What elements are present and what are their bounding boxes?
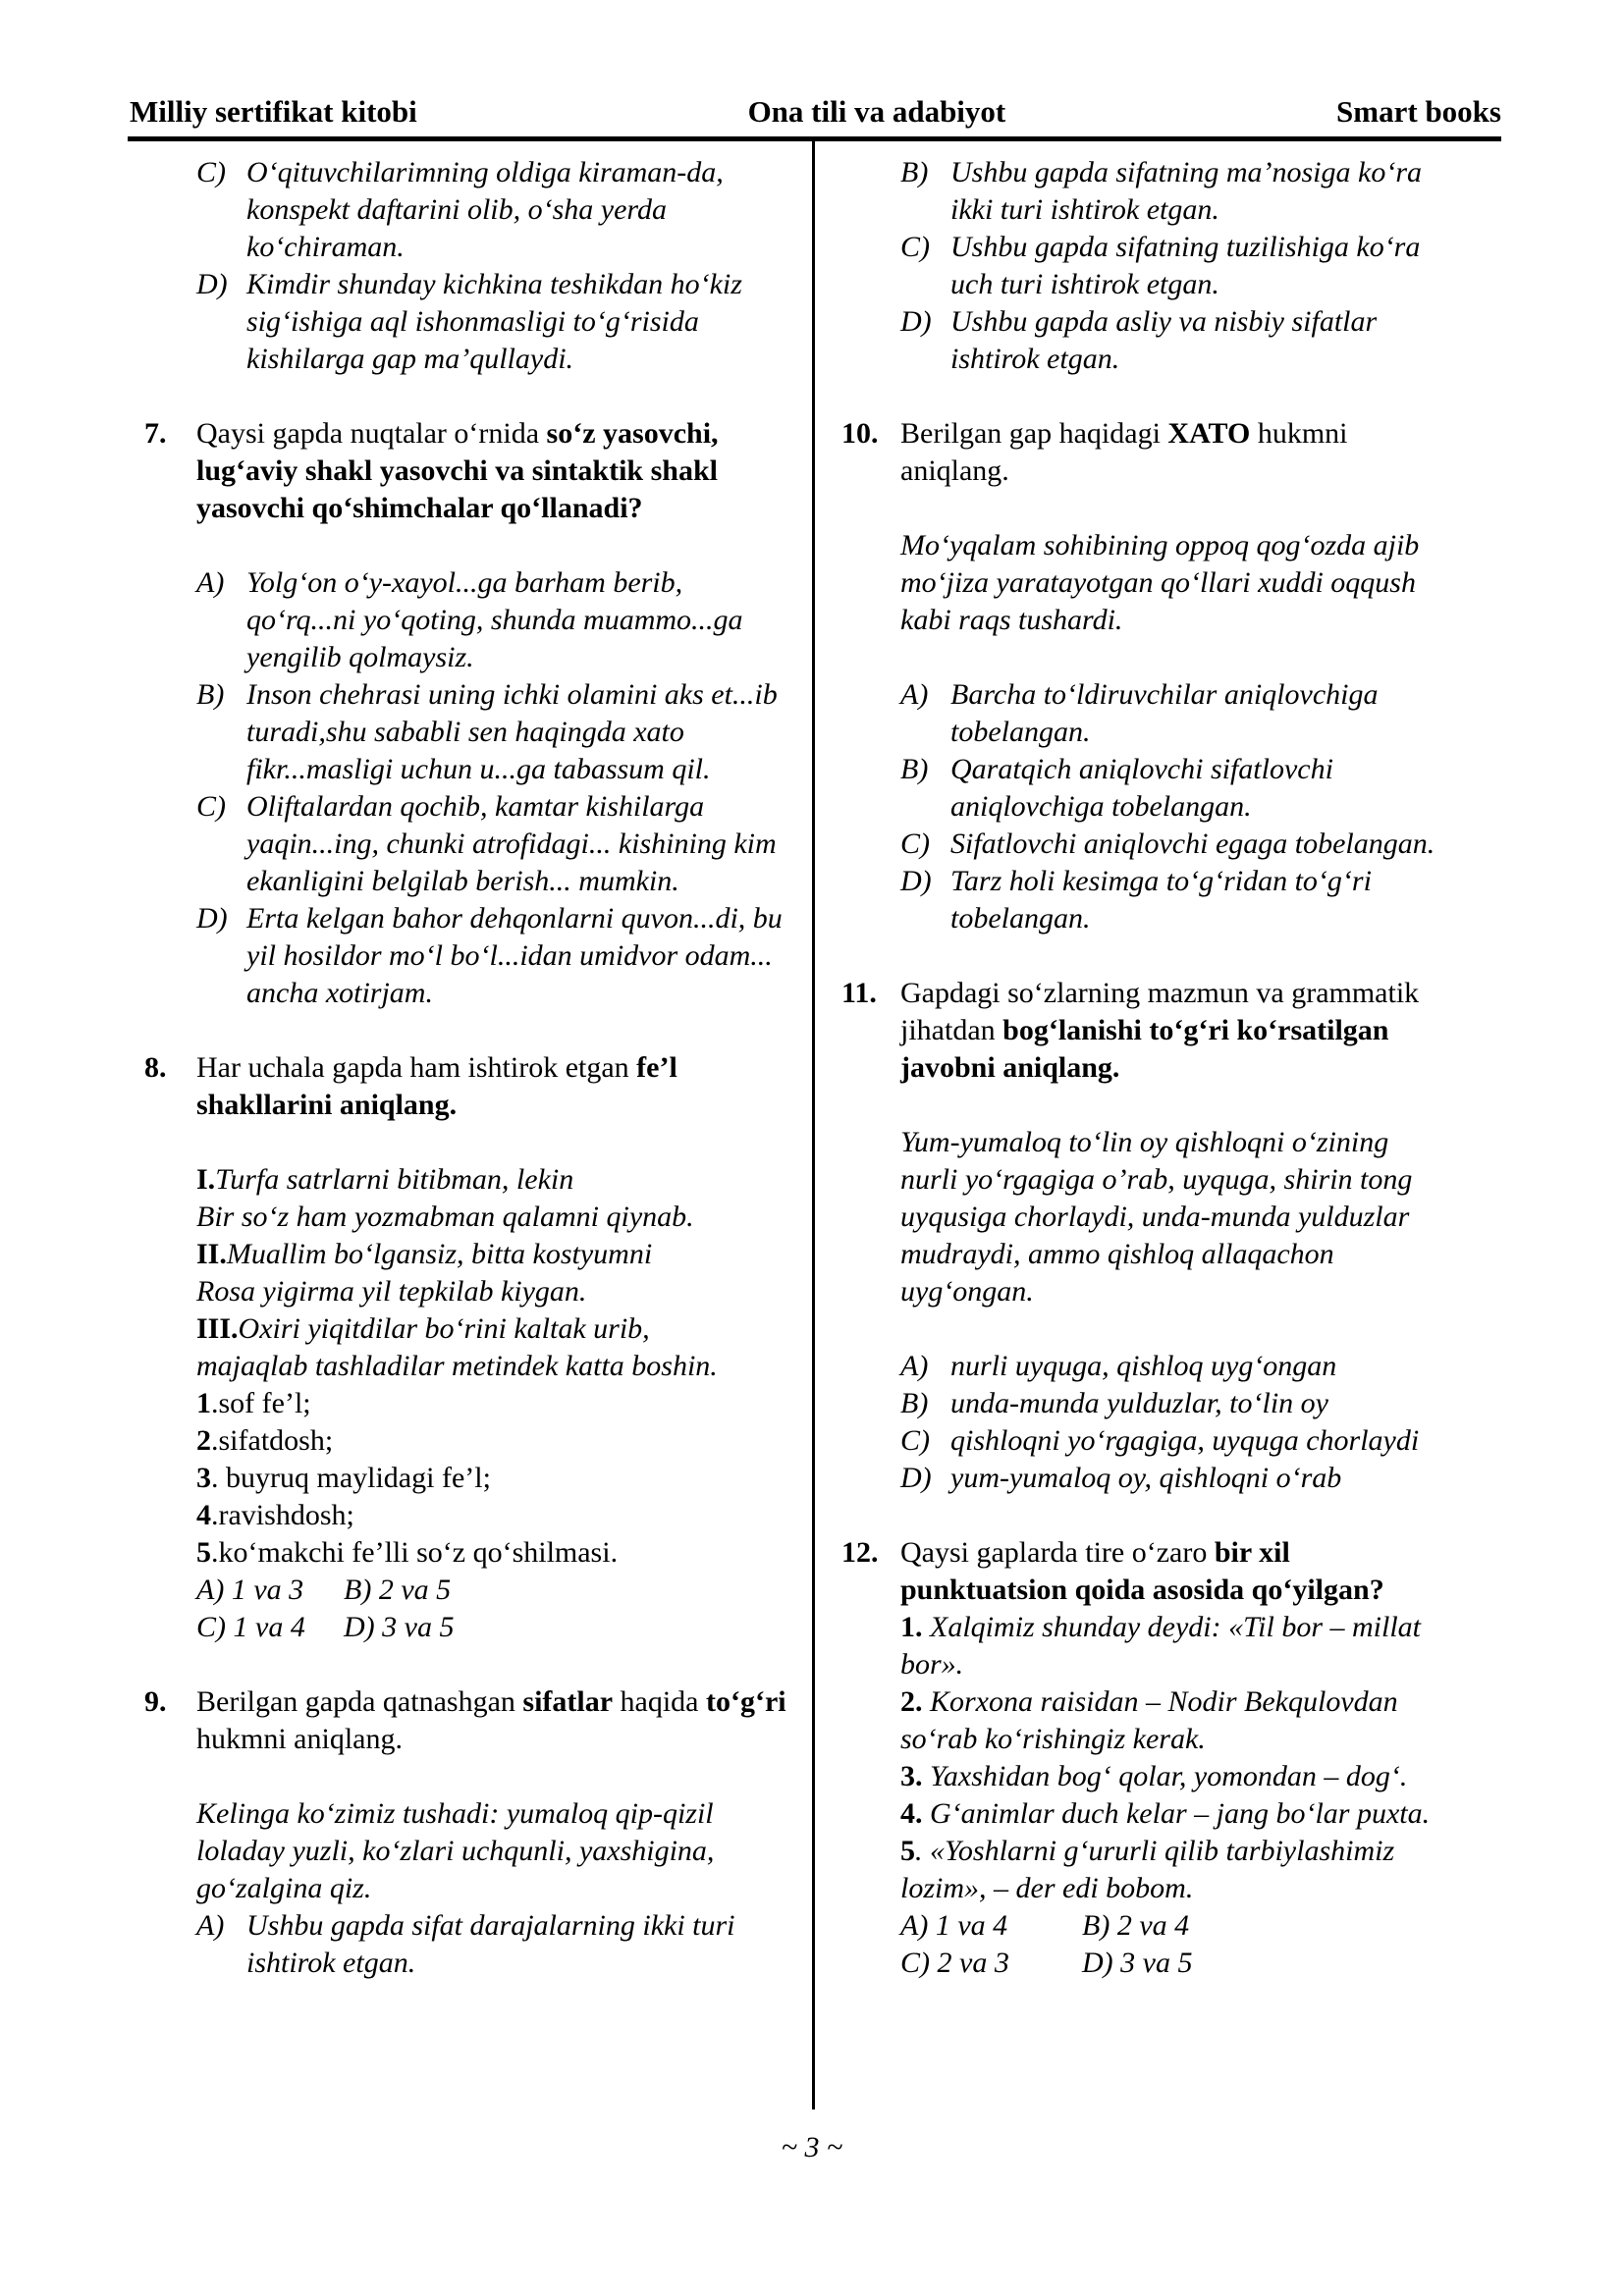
passage-text: Yum-yumaloq to‘lin oy qishloqni o‘zining nurli yo‘rgagiga o’rab, uyquga, shirin tong uyqusiga chorlaydi, unda-munda yulduzlar mudraydi, ammo qishloq allaqachon uyg‘ongan. <box>900 1126 1413 1308</box>
numbered-sentence: 1. Xalqimiz shunday deydi: «Til bor – millat bor». <box>900 1611 1421 1681</box>
option-b <box>900 1385 1447 1422</box>
column-divider <box>812 141 815 2109</box>
question-9-head <box>144 1683 793 1758</box>
list-item: 3. buyruq maylidagi fe’l; <box>196 1462 491 1494</box>
option-letter: B) <box>900 1387 929 1419</box>
option-text: Ushbu gapda sifat darajalarning ikki turi ishtirok etgan. <box>246 1909 735 1979</box>
option-c <box>196 788 793 900</box>
option-text: O‘qituvchilarimning oldiga kiraman-da, konspekt daftarini olib, o‘sha yerda ko‘chiraman. <box>246 156 724 263</box>
question-12-items <box>900 1609 1447 1907</box>
question-lead: Har uchala gapda ham ishtirok etgan fe’l shakllarini aniqlang. <box>196 1051 677 1121</box>
numbered-sentence: 5. «Yoshlarni g‘ururli qilib tarbiylashimiz lozim», – der edi bobom. <box>900 1835 1395 1904</box>
answer-cell: A) 1 va 3 <box>196 1574 304 1606</box>
option-d <box>196 900 793 1012</box>
question-11-options <box>900 1348 1447 1497</box>
option-d <box>900 303 1447 378</box>
option-d <box>196 266 793 378</box>
question-10 <box>841 415 1447 937</box>
question-lead: Berilgan gapda qatnashgan sifatlar haqida to‘g‘ri hukmni aniqlang. <box>196 1685 786 1755</box>
option-a <box>900 1348 1447 1385</box>
option-text: Qaratqich aniqlovchi sifatlovchi aniqlovchiga tobelangan. <box>950 753 1333 823</box>
option-b <box>196 676 793 788</box>
option-text: Barcha to‘ldiruvchilar aniqlovchiga tobelangan. <box>950 678 1379 748</box>
question-number: 12. <box>841 1536 879 1569</box>
option-letter: A) <box>196 566 225 599</box>
question-9 <box>144 1683 793 1982</box>
option-text: nurli uyquga, qishloq uyg‘ongan <box>950 1350 1337 1382</box>
option-text: qishloqni yo‘rgagiga, uyquga chorlaydi <box>950 1424 1420 1457</box>
option-letter: B) <box>196 678 225 711</box>
numbered-sentence: 2. Korxona raisidan – Nodir Bekqulovdan so‘rab ko‘rishingiz kerak. <box>900 1685 1398 1755</box>
question-8-poem <box>196 1161 793 1385</box>
answer-row <box>196 1572 793 1609</box>
question-lead: Qaysi gaplarda tire o‘zaro bir xil punktuatsion qoida asosida qo‘yilgan? <box>900 1536 1384 1606</box>
option-text: Erta kelgan bahor dehqonlarni quvon...di, bu yil hosildor mo‘l bo‘l...idan umidvor odam... ancha xotirjam. <box>246 902 783 1009</box>
question-12-answers <box>900 1907 1447 1982</box>
question-6-continued-options <box>196 154 793 378</box>
poem-line: Bir so‘z ham yozmabman qalamni qiynab. <box>196 1201 694 1233</box>
question-10-passage <box>900 527 1447 639</box>
option-text: Kimdir shunday kichkina teshikdan ho‘kiz sig‘ishiga aql ishonmasligi to‘g‘risida kishilarga gap ma’qullaydi. <box>246 268 742 375</box>
right-column <box>815 141 1501 2109</box>
question-10-head <box>841 415 1447 490</box>
question-11-head <box>841 975 1447 1087</box>
option-letter: B) <box>900 753 929 785</box>
option-letter: C) <box>900 1424 930 1457</box>
option-a <box>900 676 1447 751</box>
option-letter: A) <box>900 678 929 711</box>
passage-text: Mo‘yqalam sohibining oppoq qog‘ozda ajib mo‘jiza yaratayotgan qo‘llari xuddi oqqush kabi raqs tushardi. <box>900 529 1420 636</box>
header-publisher: Smart books <box>1336 94 1501 129</box>
question-8-head <box>144 1049 793 1124</box>
option-letter: D) <box>900 305 932 338</box>
answer-row <box>196 1609 793 1646</box>
page-header <box>0 0 1624 130</box>
option-text: Ushbu gapda sifatning ma’nosiga ko‘ra ikki turi ishtirok etgan. <box>950 156 1422 226</box>
poem-line: Rosa yigirma yil tepkilab kiygan. <box>196 1275 587 1308</box>
option-text: yum-yumaloq oy, qishloqni o‘rab <box>950 1462 1342 1494</box>
answer-cell: C) 1 va 4 <box>196 1611 305 1643</box>
header-subject-title: Ona tili va adabiyot <box>747 94 1006 129</box>
answer-cell: B) 2 va 5 <box>344 1574 452 1606</box>
question-11 <box>841 975 1447 1497</box>
left-column <box>128 141 815 2109</box>
poem-line: I.Turfa satrlarni bitibman, lekin <box>196 1163 574 1196</box>
question-7-head <box>144 415 793 527</box>
question-number: 8. <box>144 1051 167 1084</box>
question-lead: Gapdagi so‘zlarning mazmun va grammatik jihatdan bog‘lanishi to‘g‘ri ko‘rsatilgan javobni aniqlang. <box>900 977 1420 1084</box>
option-letter: D) <box>196 268 228 300</box>
list-item: 5.ko‘makchi fe’lli so‘z qo‘shilmasi. <box>196 1536 619 1569</box>
option-text: Oliftalardan qochib, kamtar kishilarga yaqin...ing, chunki atrofidagi... kishining kim ekanligini belgilab berish... mumkin. <box>246 790 777 897</box>
option-c <box>900 826 1447 863</box>
answer-row <box>900 1907 1447 1945</box>
poem-line: majaqlab tashladilar metindek katta boshin. <box>196 1350 718 1382</box>
option-c <box>900 1422 1447 1460</box>
poem-line: III.Oxiri yiqitdilar bo‘rini kaltak urib, <box>196 1312 650 1345</box>
answer-cell: D) 3 va 5 <box>344 1611 455 1643</box>
option-b <box>900 751 1447 826</box>
question-lead: Berilgan gap haqidagi XATO hukmni aniqlang. <box>900 417 1348 487</box>
question-number: 11. <box>841 977 877 1009</box>
option-letter: C) <box>196 790 226 823</box>
question-9-options <box>196 1907 793 1982</box>
poem-line: II.Muallim bo‘lgansiz, bitta kostyumni <box>196 1238 653 1270</box>
list-item: 2.sifatdosh; <box>196 1424 334 1457</box>
option-text: Yolg‘on o‘y-xayol...ga barham berib, qo‘rq...ni yo‘qoting, shunda muammo...ga yengilib qolmaysiz. <box>246 566 743 673</box>
option-d <box>900 1460 1447 1497</box>
answer-cell: B) 2 va 4 <box>1082 1909 1190 1942</box>
option-c <box>900 229 1447 303</box>
question-11-passage <box>900 1124 1447 1310</box>
question-12 <box>841 1534 1447 1982</box>
option-a <box>196 564 793 676</box>
option-letter: C) <box>900 231 930 263</box>
option-text: Ushbu gapda sifatning tuzilishiga ko‘ra uch turi ishtirok etgan. <box>950 231 1421 300</box>
option-letter: B) <box>900 156 929 188</box>
question-lead: Qaysi gapda nuqtalar o‘rnida so‘z yasovchi, lug‘aviy shakl yasovchi va sintaktik shakl yasovchi qo‘shimchalar qo‘llanadi? <box>196 417 719 524</box>
question-number: 9. <box>144 1685 167 1718</box>
list-item: 4.ravishdosh; <box>196 1499 354 1531</box>
option-d <box>900 863 1447 937</box>
passage-text: Kelinga ko‘zimiz tushadi: yumaloq qip-qizil loladay yuzli, ko‘zlari uchqunli, yaxshigina, go‘zalgina qiz. <box>196 1797 715 1904</box>
question-number: 10. <box>841 417 879 450</box>
two-column-body <box>128 141 1501 2109</box>
option-letter: D) <box>900 1462 932 1494</box>
question-8-numbered-list <box>196 1385 793 1572</box>
answer-cell: D) 3 va 5 <box>1082 1947 1193 1979</box>
option-letter: C) <box>900 828 930 860</box>
question-8-answers <box>196 1572 793 1646</box>
question-9-passage <box>196 1795 793 1907</box>
numbered-sentence: 3. Yaxshidan bog‘ qolar, yomondan – dog‘. <box>900 1760 1408 1792</box>
option-letter: D) <box>196 902 228 934</box>
footer-page-number: ~ 3 ~ <box>781 2131 843 2163</box>
numbered-sentence: 4. G‘animlar duch kelar – jang bo‘lar puxta. <box>900 1797 1431 1830</box>
option-a <box>196 1907 793 1982</box>
option-c <box>196 154 793 266</box>
option-text: Sifatlovchi aniqlovchi egaga tobelangan. <box>950 828 1435 860</box>
option-letter: A) <box>196 1909 225 1942</box>
option-text: Inson chehrasi uning ichki olamini aks et...ib turadi,shu sababli sen haqingda xato fikr...masligi uchun u...ga tabassum qil. <box>246 678 778 785</box>
option-b <box>900 154 1447 229</box>
option-letter: D) <box>900 865 932 897</box>
option-letter: A) <box>900 1350 929 1382</box>
header-book-title: Milliy sertifikat kitobi <box>130 94 417 129</box>
question-10-options <box>900 676 1447 937</box>
answer-row <box>900 1945 1447 1982</box>
question-number: 7. <box>144 417 167 450</box>
option-text: Tarz holi kesimga to‘g‘ridan to‘g‘ri tobelangan. <box>950 865 1372 934</box>
option-text: unda-munda yulduzlar, to‘lin oy <box>950 1387 1328 1419</box>
question-9-continued-options <box>900 154 1447 378</box>
question-8 <box>144 1049 793 1646</box>
option-text: Ushbu gapda asliy va nisbiy sifatlar ishtirok etgan. <box>950 305 1378 375</box>
question-7-options <box>196 564 793 1012</box>
list-item: 1.sof fe’l; <box>196 1387 311 1419</box>
question-12-head <box>841 1534 1447 1609</box>
answer-cell: A) 1 va 4 <box>900 1909 1008 1942</box>
option-letter: C) <box>196 156 226 188</box>
answer-cell: C) 2 va 3 <box>900 1947 1009 1979</box>
question-7 <box>144 415 793 1012</box>
